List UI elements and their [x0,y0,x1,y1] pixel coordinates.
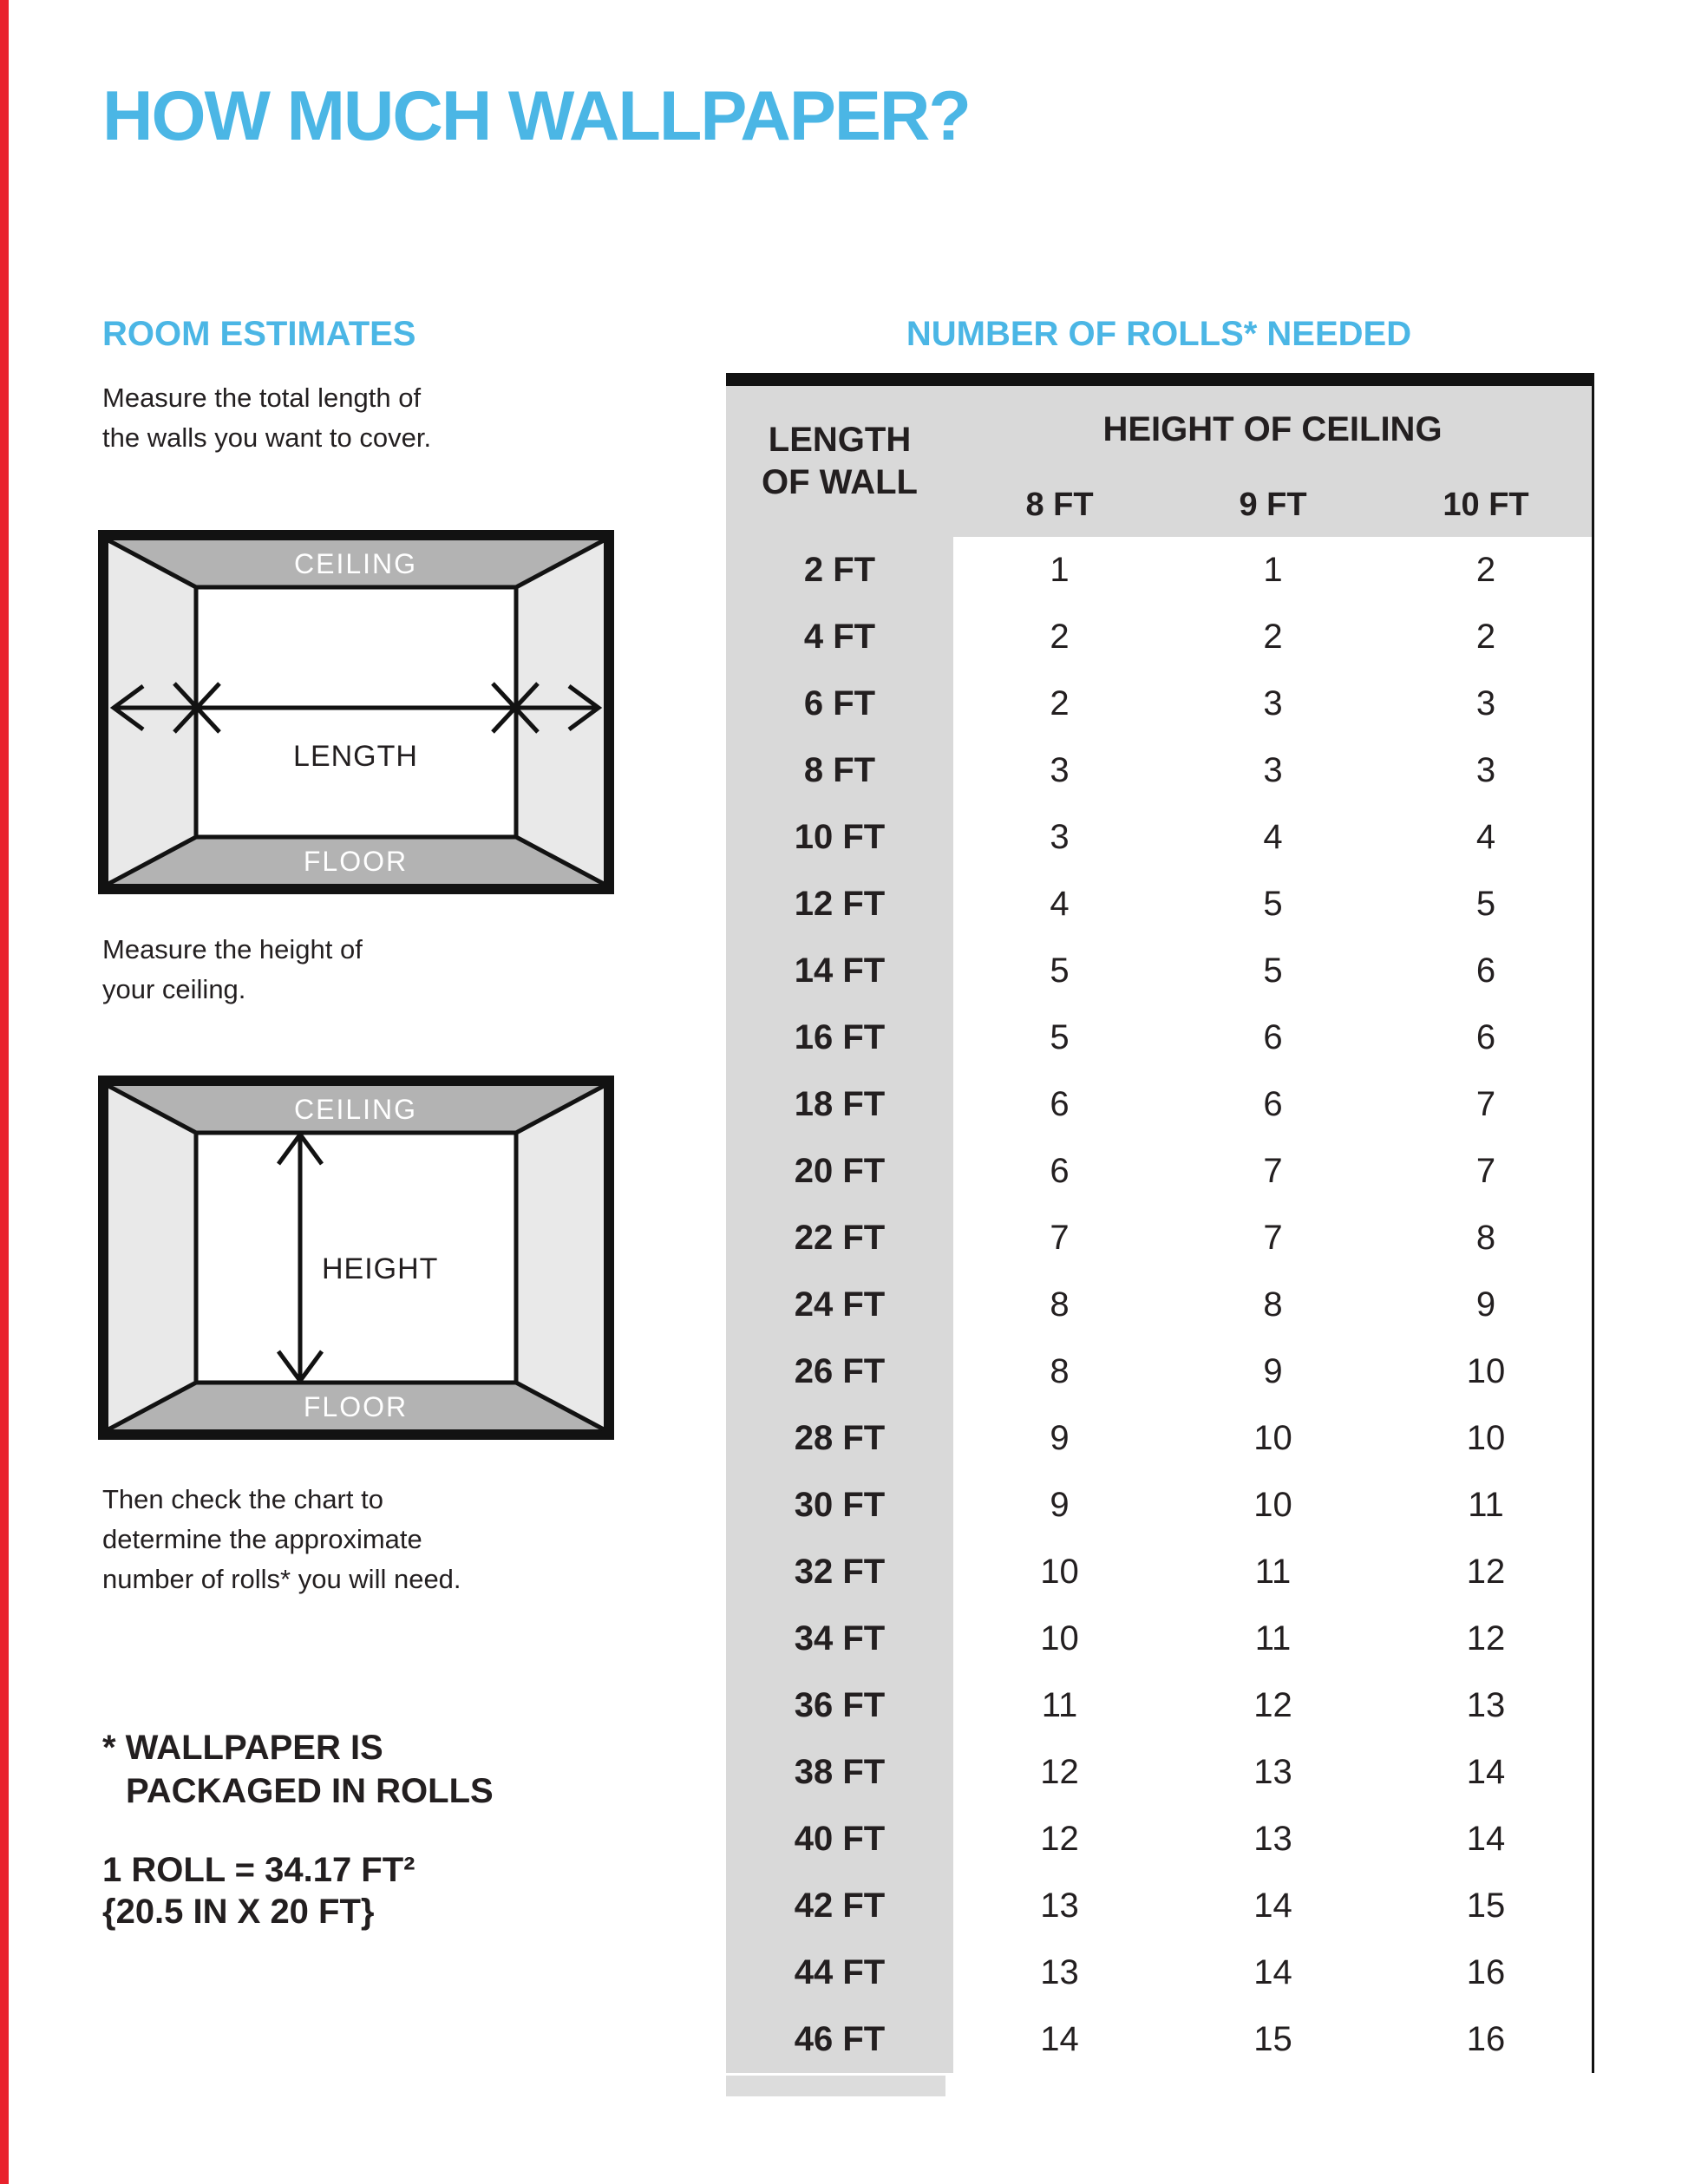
rolls-value-cell: 15 [1166,2006,1380,2073]
text-line: Measure the total length of [102,383,422,413]
wall-length-cell: 44 FT [726,1939,953,2006]
rolls-value-cell: 13 [1380,1672,1592,1739]
wall-length-cell: 26 FT [726,1338,953,1405]
rolls-value-cell: 6 [953,1071,1166,1138]
table-row [726,2006,1592,2073]
left-wall-panel [108,1086,196,1429]
table-row [726,871,1592,938]
rolls-value-cell: 13 [953,1873,1166,1939]
table-row [726,1272,1592,1338]
wall-length-cell: 6 FT [726,670,953,737]
rolls-value-cell: 5 [1166,938,1380,1004]
roll-size-note [102,1849,415,1932]
rolls-value-cell: 7 [953,1205,1166,1272]
rolls-value-cell: 6 [1380,1004,1592,1071]
rolls-table [726,373,1594,2073]
rolls-value-cell: 7 [1166,1205,1380,1272]
rolls-value-cell: 12 [953,1739,1166,1806]
wall-length-cell: 2 FT [726,537,953,604]
table-row [726,1138,1592,1205]
table-row [726,1071,1592,1138]
wall-length-cell: 14 FT [726,938,953,1004]
rolls-value-cell: 12 [1166,1672,1380,1739]
table-row [726,1739,1592,1806]
table-row [726,1205,1592,1272]
rolls-value-cell: 5 [953,1004,1166,1071]
rolls-value-cell: 10 [1166,1405,1380,1472]
rolls-value-cell: 16 [1380,1939,1592,2006]
measure-length-instructions [102,378,431,458]
rolls-value-cell: 6 [953,1138,1166,1205]
rolls-value-cell: 11 [1166,1605,1380,1672]
ceiling-label: CEILING [293,1094,418,1125]
rolls-value-cell: 9 [1380,1272,1592,1338]
rolls-value-cell: 13 [1166,1806,1380,1873]
wall-length-cell: 34 FT [726,1605,953,1672]
rolls-value-cell: 5 [953,938,1166,1004]
left-edge-red-bar [0,0,9,2184]
column-header-9ft: 9 FT [1166,474,1380,537]
wall-length-cell: 38 FT [726,1739,953,1806]
rolls-value-cell: 12 [1380,1605,1592,1672]
rolls-value-cell: 10 [1380,1405,1592,1472]
rolls-value-cell: 4 [953,871,1166,938]
rolls-value-cell: 5 [1380,871,1592,938]
rolls-value-cell: 14 [1166,1939,1380,2006]
table-row [726,804,1592,871]
table-row [726,1338,1592,1405]
table-row [726,1806,1592,1873]
rolls-value-cell: 8 [1166,1272,1380,1338]
rolls-value-cell: 2 [1380,537,1592,604]
rolls-value-cell: 4 [1380,804,1592,871]
header-line: LENGTH [768,421,912,460]
height-label: HEIGHT [322,1252,439,1285]
ceiling-label: CEILING [293,548,418,579]
text-line: PACKAGED IN ROLLS [126,1772,494,1810]
table-row [726,670,1592,737]
table-row [726,1004,1592,1071]
page-title: HOW MUCH WALLPAPER? [102,77,970,155]
rolls-value-cell: 14 [1166,1873,1380,1939]
rolls-value-cell: 14 [1380,1806,1592,1873]
table-row [726,1539,1592,1605]
table-row [726,537,1592,604]
rolls-value-cell: 13 [1166,1739,1380,1806]
rolls-value-cell: 12 [953,1806,1166,1873]
rolls-value-cell: 16 [1380,2006,1592,2073]
rolls-value-cell: 9 [1166,1338,1380,1405]
table-row [726,1672,1592,1739]
rolls-value-cell: 3 [953,804,1166,871]
rolls-value-cell: 10 [953,1539,1166,1605]
text-line: * WALLPAPER IS [102,1729,383,1767]
rolls-value-cell: 14 [1380,1739,1592,1806]
rolls-value-cell: 3 [1380,737,1592,804]
rolls-value-cell: 14 [953,2006,1166,2073]
packaged-in-rolls-footnote [102,1726,494,1813]
rolls-value-cell: 8 [953,1272,1166,1338]
wall-length-cell: 4 FT [726,604,953,670]
wall-length-cell: 46 FT [726,2006,953,2073]
rolls-value-cell: 9 [953,1405,1166,1472]
rolls-value-cell: 6 [1380,938,1592,1004]
text-line: number of rolls* you will need. [102,1564,461,1594]
rolls-value-cell: 5 [1166,871,1380,938]
wall-length-cell: 22 FT [726,1205,953,1272]
left-column-bottom-stub [726,2076,945,2096]
wall-length-cell: 12 FT [726,871,953,938]
rolls-value-cell: 7 [1380,1138,1592,1205]
rolls-value-cell: 2 [953,604,1166,670]
rolls-value-cell: 10 [953,1605,1166,1672]
rolls-table-body [726,537,1592,2073]
text-line: 1 ROLL = 34.17 FT² [102,1851,415,1889]
header-line: OF WALL [762,463,918,501]
rolls-value-cell: 6 [1166,1004,1380,1071]
rolls-value-cell: 1 [1166,537,1380,604]
back-wall-panel [196,587,516,837]
rolls-value-cell: 15 [1380,1873,1592,1939]
rolls-value-cell: 2 [1380,604,1592,670]
text-line: Measure the height of [102,934,363,964]
wall-length-cell: 36 FT [726,1672,953,1739]
rolls-value-cell: 10 [1380,1338,1592,1405]
table-row [726,938,1592,1004]
wall-length-cell: 30 FT [726,1472,953,1539]
text-line: Then check the chart to [102,1484,383,1514]
rolls-value-cell: 3 [1166,737,1380,804]
rolls-value-cell: 2 [953,670,1166,737]
rolls-value-cell: 4 [1166,804,1380,871]
rolls-value-cell: 2 [1166,604,1380,670]
table-row [726,1605,1592,1672]
text-line: {20.5 IN X 20 FT} [102,1893,375,1931]
table-row [726,1939,1592,2006]
text-line: the walls you want to cover. [102,422,432,453]
rolls-value-cell: 3 [953,737,1166,804]
wall-length-cell: 16 FT [726,1004,953,1071]
rolls-value-cell: 13 [953,1939,1166,2006]
rolls-value-cell: 3 [1380,670,1592,737]
rolls-value-cell: 11 [1166,1539,1380,1605]
text-line: determine the approximate [102,1524,422,1554]
rolls-value-cell: 1 [953,537,1166,604]
wall-length-cell: 8 FT [726,737,953,804]
right-wall-panel [516,1086,604,1429]
column-header-8ft: 8 FT [953,474,1166,537]
rolls-value-cell: 12 [1380,1539,1592,1605]
measure-height-instructions [102,930,363,1010]
rolls-value-cell: 6 [1166,1071,1380,1138]
rolls-value-cell: 7 [1166,1138,1380,1205]
length-of-wall-header [726,386,953,537]
rolls-value-cell: 8 [953,1338,1166,1405]
rolls-value-cell: 3 [1166,670,1380,737]
room-estimates-heading: ROOM ESTIMATES [102,315,416,353]
table-row [726,604,1592,670]
wall-length-cell: 18 FT [726,1071,953,1138]
wall-length-cell: 40 FT [726,1806,953,1873]
text-line: your ceiling. [102,974,246,1004]
rolls-value-cell: 9 [953,1472,1166,1539]
wall-length-cell: 20 FT [726,1138,953,1205]
rolls-needed-heading: NUMBER OF ROLLS* NEEDED [906,315,1412,353]
wall-length-cell: 42 FT [726,1873,953,1939]
table-row [726,1472,1592,1539]
wall-length-cell: 32 FT [726,1539,953,1605]
column-header-10ft: 10 FT [1380,474,1592,537]
check-chart-instructions [102,1480,461,1599]
wall-length-cell: 28 FT [726,1405,953,1472]
room-length-diagram [98,529,614,895]
table-row [726,1873,1592,1939]
rolls-value-cell: 11 [953,1672,1166,1739]
rolls-table-container [726,373,1594,2073]
floor-label: FLOOR [303,1391,409,1422]
height-of-ceiling-header: HEIGHT OF CEILING [953,386,1592,474]
room-height-diagram [98,1076,614,1440]
rolls-value-cell: 8 [1380,1205,1592,1272]
wall-length-cell: 24 FT [726,1272,953,1338]
rolls-value-cell: 10 [1166,1472,1380,1539]
rolls-value-cell: 7 [1380,1071,1592,1138]
table-row [726,1405,1592,1472]
rolls-value-cell: 11 [1380,1472,1592,1539]
length-label: LENGTH [293,740,418,773]
table-row [726,737,1592,804]
wall-length-cell: 10 FT [726,804,953,871]
floor-label: FLOOR [303,846,409,877]
